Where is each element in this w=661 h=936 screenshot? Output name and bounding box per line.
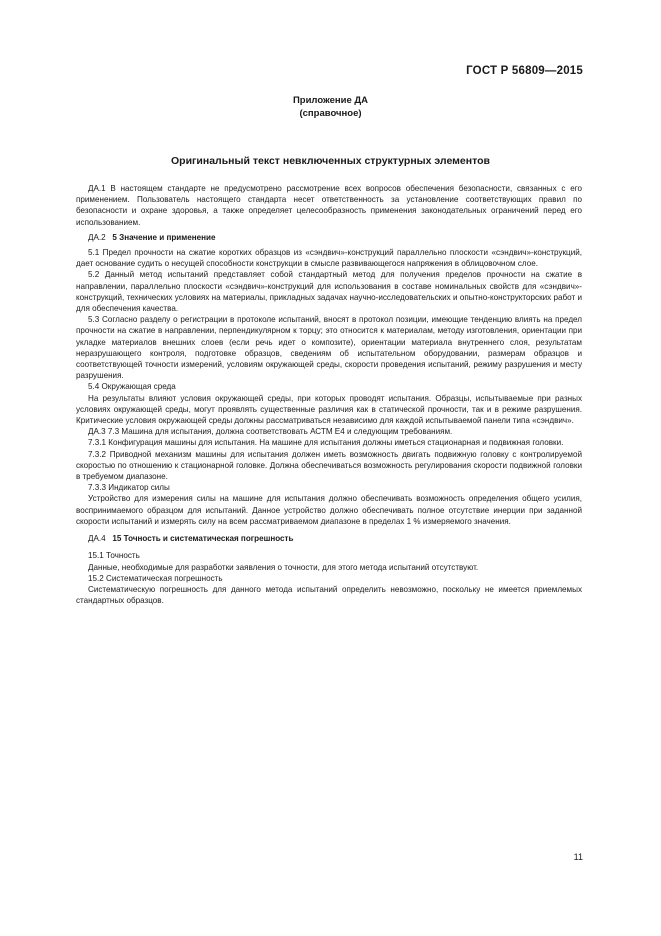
paragraph-7-3-2: 7.3.2 Приводной механизм машины для испытания должен иметь возможность двигать подвижную головку с контролируемой скоростью по отношению к стационарной головке. Должна обеспечиваться возможность регулирования скорости подвижной головки в требуемом диапазоне. <box>76 449 582 482</box>
paragraph-15-2-text: Систематическую погрешность для данного метода испытаний определить невозможно, поскольку не имеется приемлемых стандартных образцов. <box>76 584 582 606</box>
paragraph-7-3-1: 7.3.1 Конфигурация машины для испытания. На машине для испытания должны иметься стационарная и подвижная головки. <box>88 438 564 448</box>
annex-subtitle: (справочное) <box>299 108 362 119</box>
paragraph-15-2-heading: 15.2 Систематическая погрешность <box>88 573 223 583</box>
section-da2-heading <box>76 232 582 243</box>
section-da2-title: 5 Значение и применение <box>112 232 216 242</box>
paragraph-da1: ДА.1 В настоящем стандарте не предусмотрено рассмотрение всех вопросов обеспечения безопасности, связанных с его применением. Пользователь настоящего стандарта несет ответственность за установление соответствующих правил по безопасности и охране здоровья, а также определяет целесообразность применения законодательных ограничений перед его использованием. <box>76 184 582 227</box>
page-number: 11 <box>573 852 583 862</box>
paragraph-5-1: 5.1 Предел прочности на сжатие коротких образцов из «сэндвич»-конструкций параллельно плоскости «сэндвич»-конструкций, дает основание судить о несущей способности конструкции в смысле развивающегося напряжения в облицовочном слое. <box>76 248 582 269</box>
paragraph-5-3: 5.3 Согласно разделу о регистрации в протоколе испытаний, вносят в протокол позиции, имеющие тенденцию влиять на предел прочности на сжатие в направлении, перпендикулярном к торцу; это относится к материалам, методу изготовления, ориентации при укладке материалов внешних слоев (если речь идет о композите), ориентации материала внутреннего слоя, результатам неразрушающего контроля, подготовке образцов, сведениям об испытательном оборудовании, размерам образцов и соответствующей точности измерений, условиям окружающей среды, скорости проведения испытаний, режиму разрушения и месту разрушения. <box>76 315 582 381</box>
standard-code: ГОСТ Р 56809—2015 <box>466 65 583 77</box>
paragraph-7-3-3-text: Устройство для измерения силы на машине для испытания должно обеспечивать возможность определения общего усилия, воспринимаемого образцом для испытаний. Данное устройство должно обеспечивать полное отсутствие инерции при заданной скорости испытаний и измерять силу на всем рассматриваемом диапазоне в пределах 1 % измеряемого значения. <box>76 494 582 526</box>
annex-heading <box>0 94 661 120</box>
paragraph-da3: ДА.3 7.3 Машина для испытания, должна соответствовать АСТМ Е4 и следующим требованиям. <box>88 427 453 437</box>
section-da4-heading <box>76 533 582 544</box>
paragraph-7-3-3-heading: 7.3.3 Индикатор силы <box>88 483 170 493</box>
section-da4-title: 15 Точность и систематическая погрешность <box>112 534 294 544</box>
document-title: Оригинальный текст невключенных структурных элементов <box>171 155 490 167</box>
paragraph-15-1-heading: 15.1 Точность <box>88 551 140 561</box>
paragraph-5-4-heading: 5.4 Окружающая среда <box>88 382 176 392</box>
paragraph-5-4-text: На результаты влияют условия окружающей среды, при которых проводят испытания. Образцы, испытываемые при разных условиях окружающей среды, могут проявлять существенные различия как в статической прочности, так и в режиме разрушения. Критические условия окружающей среды должны рассматриваться независимо для каждой испытываемой панели типа «сэндвич». <box>76 393 582 426</box>
paragraph-15-1-text: Данные, необходимые для разработки заявления о точности, для этого метода испытаний отсутствуют. <box>88 562 479 572</box>
document-body <box>76 183 582 606</box>
annex-title: Приложение ДА <box>292 95 369 106</box>
section-da4-prefix: ДА.4 <box>88 534 106 544</box>
section-da2-prefix: ДА.2 <box>88 232 106 242</box>
paragraph-5-2: 5.2 Данный метод испытаний представляет собой стандартный метод для получения пределов прочности на сжатие в направлении, параллельно плоскости «сэндвич»-конструкций для использования в составе номинальных свойств для «сэндвич»-конструкций, технических условиях на материалы, прикладных задачах научно-исследовательских и опытно-конструкторских работ и для обеспечения качества. <box>76 270 582 314</box>
